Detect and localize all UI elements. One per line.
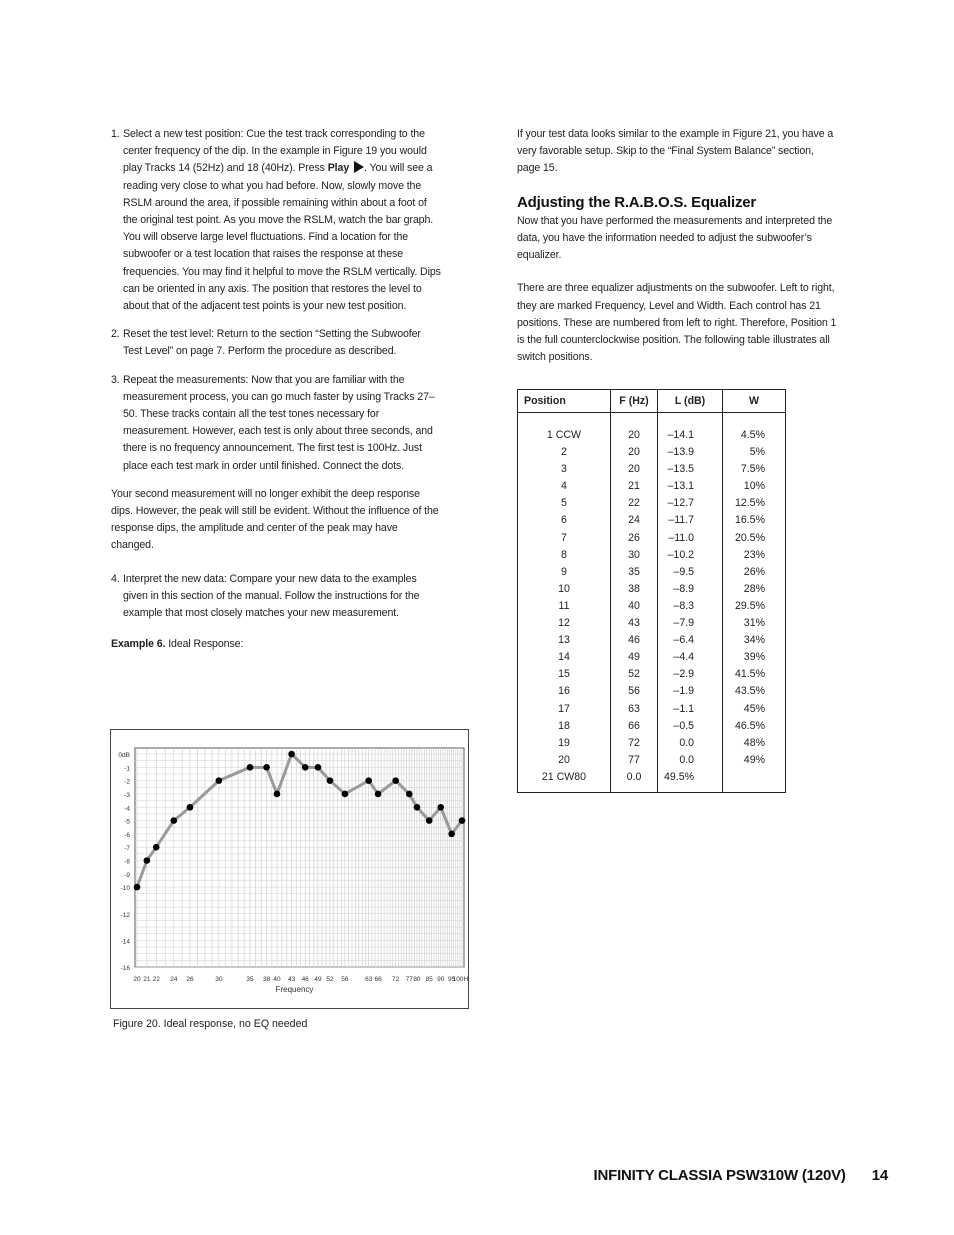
x-tick-label: 100H [452, 976, 468, 983]
y-tick-label: -14 [120, 938, 130, 946]
cell-width: 26% [723, 564, 786, 581]
x-tick-label: 46 [301, 976, 309, 983]
cell-position: 11 [518, 598, 611, 615]
data-point [327, 777, 334, 784]
x-tick-label: 43 [287, 976, 296, 983]
cell-level: –1.9 [658, 683, 723, 700]
second-measurement-paragraph: Your second measurement will no longer exhibit the deep response dips. However, the peak will still be evident. Without the influence of the response dips, the amplitude and center of the peak may have changed. [111, 487, 439, 552]
cell-width: 49% [723, 752, 786, 769]
table-row [518, 735, 786, 752]
table-row [518, 632, 786, 649]
cell-position: 4 [518, 478, 611, 495]
cell-level: 0.0 [658, 735, 723, 752]
x-tick-label: 30 [215, 976, 223, 983]
table-row [518, 461, 786, 478]
equalizer-paragraph-1: Now that you have performed the measurements and interpreted the data, you have the information needed to adjust the subwoofer’s equalizer. [517, 214, 833, 262]
cell-position: 2 [518, 444, 611, 461]
cell-level: –2.9 [658, 666, 723, 683]
cell-position: 18 [518, 718, 611, 735]
cell-width: 23% [723, 547, 786, 564]
cell-width: 7.5% [723, 461, 786, 478]
cell-width: 39% [723, 649, 786, 666]
cell-width: 34% [723, 632, 786, 649]
cell-position: 8 [518, 547, 611, 564]
cell-width: 29.5% [723, 598, 786, 615]
x-tick-label: 26 [186, 976, 194, 983]
cell-position: 7 [518, 530, 611, 547]
cell-level: –8.9 [658, 581, 723, 598]
cell-position: 6 [518, 512, 611, 529]
cell-level: –12.7 [658, 495, 723, 512]
header-position: Position [518, 390, 611, 413]
cell-position: 9 [518, 564, 611, 581]
cell-frequency: 20 [611, 427, 658, 444]
table-row [518, 683, 786, 700]
cell-width: 41.5% [723, 666, 786, 683]
cell-position: 5 [518, 495, 611, 512]
cell-frequency: 40 [611, 598, 658, 615]
cell-frequency: 43 [611, 615, 658, 632]
cell-width: 20.5% [723, 530, 786, 547]
cell-position: 16 [518, 683, 611, 700]
data-point [171, 817, 178, 824]
x-tick-label: 72 [392, 976, 400, 983]
cell-level: –13.1 [658, 478, 723, 495]
step-number: 4. [111, 572, 120, 585]
data-point [392, 777, 399, 784]
response-chart [110, 729, 469, 1009]
cell-level: 49.5% [658, 769, 723, 793]
cell-frequency: 46 [611, 632, 658, 649]
x-tick-label: 85 [425, 976, 433, 983]
x-tick-label: 24 [170, 976, 178, 983]
cell-width: 5% [723, 444, 786, 461]
example-line [111, 636, 441, 653]
data-point [342, 791, 349, 798]
cell-width: 4.5% [723, 427, 786, 444]
y-tick-label: -1 [124, 765, 130, 773]
cell-frequency: 20 [611, 444, 658, 461]
step-number: 1. [111, 128, 120, 140]
cell-frequency: 77 [611, 752, 658, 769]
cell-width: 48% [723, 735, 786, 752]
x-tick-label: 90 [437, 976, 445, 983]
cell-width: 28% [723, 581, 786, 598]
cell-frequency: 72 [611, 735, 658, 752]
data-point [274, 791, 281, 798]
cell-level: –14.1 [658, 427, 723, 444]
data-point [263, 764, 270, 771]
cell-frequency: 38 [611, 581, 658, 598]
x-tick-label: 49 [314, 976, 322, 983]
y-tick-label: -16 [120, 965, 130, 972]
cell-level: –4.4 [658, 649, 723, 666]
play-icon [354, 161, 364, 173]
table-header-row [518, 390, 786, 413]
y-tick-label: -7 [124, 845, 130, 853]
step-1-text-b: . You will see a reading very close to what you had before. Now, slowly move the RSLM around the area, if possible remaining within about a foot of the original test point. As you move the RSLM, watch the bar graph. You will observe large level fluctuations. Find a location for the subwoofer or a test location that raises the response at these frequencies. You may find it helpful to move the RSLM vertically. Dips can be oriented in any axis. The position that restores the level to about that of the adjacent test points is your new test position. [123, 162, 441, 313]
cell-level: –11.0 [658, 530, 723, 547]
data-point [459, 817, 466, 824]
step-2 [111, 326, 441, 360]
right-column [517, 126, 837, 382]
step-3 [111, 372, 441, 475]
x-tick-label: 77 [405, 976, 413, 983]
cell-frequency: 22 [611, 495, 658, 512]
cell-frequency: 26 [611, 530, 658, 547]
cell-level: –8.3 [658, 598, 723, 615]
section-heading: Adjusting the R.A.B.O.S. Equalizer [517, 193, 757, 211]
table-row [518, 649, 786, 666]
table-row [518, 427, 786, 444]
cell-width: 46.5% [723, 718, 786, 735]
data-point [153, 844, 160, 851]
data-point [216, 777, 223, 784]
step-text: Reset the test level: Return to the section “Setting the Subwoofer Test Level” on page 7. Perform the procedure as described. [123, 328, 421, 358]
cell-frequency: 66 [611, 718, 658, 735]
cell-width [723, 769, 786, 793]
cell-frequency: 24 [611, 512, 658, 529]
x-tick-label: 22 [152, 976, 160, 983]
cell-frequency: 49 [611, 649, 658, 666]
y-tick-label: -5 [124, 818, 130, 826]
y-tick-label: -12 [120, 911, 130, 919]
table-row [518, 769, 786, 793]
header-frequency: F (Hz) [611, 390, 658, 413]
data-point [448, 831, 455, 838]
cell-level: –9.5 [658, 564, 723, 581]
table-row [518, 598, 786, 615]
cell-level: –7.9 [658, 615, 723, 632]
data-point [302, 764, 309, 771]
intro-paragraph: If your test data looks similar to the example in Figure 21, you have a very favorable setup. Skip to the “Final System Balance” section, page 15. [517, 128, 834, 175]
y-tick-label: -9 [124, 871, 130, 879]
cell-frequency: 30 [611, 547, 658, 564]
data-point [144, 857, 151, 864]
cell-position: 3 [518, 461, 611, 478]
cell-width: 16.5% [723, 512, 786, 529]
table-row [518, 615, 786, 632]
cell-frequency: 0.0 [611, 769, 658, 793]
data-point [288, 751, 295, 758]
footer-title: INFINITY CLASSIA PSW310W (120V) [593, 1167, 846, 1184]
data-point [426, 817, 433, 824]
equalizer-paragraph-2: There are three equalizer adjustments on the subwoofer. Left to right, they are marked Frequency, Level and Width. Each control has 21 positions. These are numbered from left to right. Therefore, Position 1 is the full counterclockwise position. The following table illustrates all switch positions. [517, 282, 837, 364]
table-row [518, 666, 786, 683]
step-1-text-a: Select a new test position: Cue the test track corresponding to the center frequency of the dip. In the example in Figure 19 you would play Tracks 14 (52Hz) and 18 (40Hz). Press [123, 128, 427, 175]
x-tick-label: 66 [374, 976, 382, 983]
data-point [187, 804, 194, 811]
table-row [518, 547, 786, 564]
y-tick-label: -3 [124, 791, 130, 799]
cell-level: –13.5 [658, 461, 723, 478]
data-point [406, 791, 413, 798]
header-width: W [723, 390, 786, 413]
table-row [518, 530, 786, 547]
equalizer-table [517, 389, 786, 793]
cell-width: 10% [723, 478, 786, 495]
y-tick-label: -6 [124, 831, 130, 839]
y-tick-label: -8 [124, 858, 130, 866]
y-tick-label: -4 [124, 805, 130, 813]
cell-level: 0.0 [658, 752, 723, 769]
data-point [365, 777, 372, 784]
table-spacer [518, 413, 786, 428]
table-row [518, 444, 786, 461]
x-tick-label: 20 [133, 976, 141, 983]
y-tick-label: 0dB [118, 752, 130, 759]
cell-position: 14 [518, 649, 611, 666]
table-row [518, 495, 786, 512]
cell-level: –13.9 [658, 444, 723, 461]
data-point [375, 791, 382, 798]
step-text [123, 126, 441, 315]
cell-frequency: 56 [611, 683, 658, 700]
data-point [437, 804, 444, 811]
x-tick-label: 63 [365, 976, 373, 983]
y-tick-label: -2 [124, 778, 130, 786]
cell-level: –6.4 [658, 632, 723, 649]
table-row [518, 478, 786, 495]
cell-level: –0.5 [658, 718, 723, 735]
cell-width: 43.5% [723, 683, 786, 700]
step-number: 3. [111, 373, 120, 386]
play-label: Play [327, 162, 350, 175]
table-row [518, 752, 786, 769]
figure-caption: Figure 20. Ideal response, no EQ needed [113, 1018, 308, 1030]
cell-frequency: 52 [611, 666, 658, 683]
data-point [247, 764, 254, 771]
example-label: Example 6. [111, 638, 166, 651]
table-row [518, 512, 786, 529]
x-tick-label: 35 [246, 976, 254, 983]
x-tick-label: 40 [273, 976, 281, 983]
cell-level: –1.1 [658, 701, 723, 718]
x-tick-label: 38 [262, 976, 271, 983]
x-tick-label: 52 [326, 976, 334, 983]
table-body [518, 413, 786, 793]
cell-width: 45% [723, 701, 786, 718]
x-tick-label: 56 [341, 976, 349, 983]
cell-frequency: 20 [611, 461, 658, 478]
data-point [134, 884, 141, 891]
cell-position: 1 CCW [518, 427, 611, 444]
step-text: Interpret the new data: Compare your new data to the examples given in this section of the manual. Follow the instructions for the example that most closely matches your new measurement. [123, 572, 420, 620]
x-axis-label: Frequency [275, 985, 314, 994]
cell-position: 15 [518, 666, 611, 683]
step-1 [111, 126, 441, 315]
step-4 [111, 571, 441, 623]
cell-level: –10.2 [658, 547, 723, 564]
header-level: L (dB) [658, 390, 723, 413]
table-row [518, 581, 786, 598]
cell-position: 17 [518, 701, 611, 718]
cell-level: –11.7 [658, 512, 723, 529]
table-row [518, 701, 786, 718]
response-chart-svg [111, 730, 468, 1008]
example-text: Ideal Response: [168, 638, 244, 651]
cell-position: 13 [518, 632, 611, 649]
data-point [315, 764, 322, 771]
cell-frequency: 63 [611, 701, 658, 718]
cell-position: 10 [518, 581, 611, 598]
cell-width: 31% [723, 615, 786, 632]
cell-width: 12.5% [723, 495, 786, 512]
step-text: Repeat the measurements: Now that you are familiar with the measurement process, you can go much faster by using Tracks 27–50. These tracks contain all the test tones necessary for measurement. However, each test is only about three seconds, and there is no frequency announcement. The first test is 100Hz. Just place each test mark in order until finished. Connect the dots. [123, 373, 435, 472]
y-tick-label: -10 [120, 885, 130, 893]
page-number: 14 [871, 1167, 888, 1184]
data-point [414, 804, 421, 811]
cell-frequency: 35 [611, 564, 658, 581]
x-tick-label: 95 [448, 976, 456, 983]
cell-position: 21 CW80 [518, 769, 611, 793]
left-column [111, 126, 441, 653]
cell-position: 19 [518, 735, 611, 752]
cell-position: 12 [518, 615, 611, 632]
table-row [518, 564, 786, 581]
page-footer [594, 1167, 888, 1184]
cell-position: 20 [518, 752, 611, 769]
x-tick-label: 80 [413, 976, 421, 983]
table-row [518, 718, 786, 735]
step-number: 2. [111, 328, 120, 341]
x-tick-label: 21 [143, 976, 151, 983]
cell-frequency: 21 [611, 478, 658, 495]
